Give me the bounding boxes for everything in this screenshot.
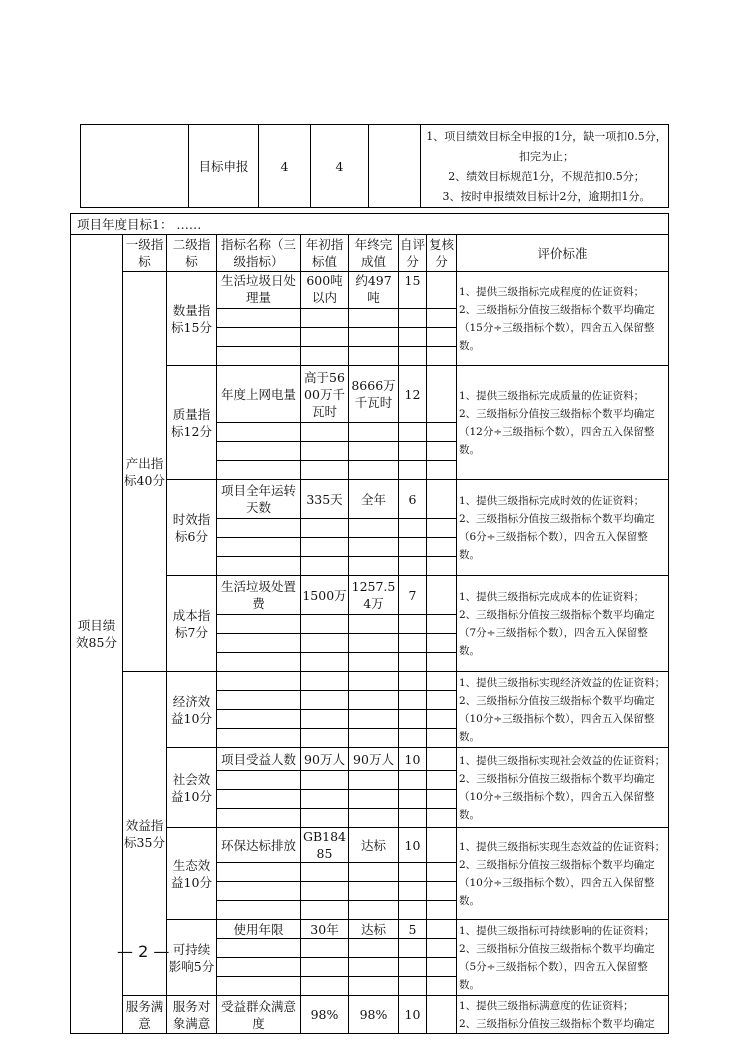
cost-blank-row (217, 615, 301, 634)
ecological-blank-row (217, 863, 301, 882)
economic-criteria: 1、提供三级指标实现经济效益的佐证资料； 2、三级指标分值按三级指标个数平均确定（10分÷三级指标个数），四舍五入保留整数。 (457, 672, 669, 748)
cost-name: 生活垃圾处置费 (217, 576, 301, 615)
quality-blank-row (217, 461, 301, 480)
social-criteria: 1、提供三级指标实现社会效益的佐证资料； 2、三级指标分值按三级指标个数平均确定（10分÷三级指标个数），四舍五入保留整数。 (457, 748, 669, 828)
header-initial: 年初指标值 (301, 235, 349, 272)
service-sub-label: 服务对象满意 (167, 996, 217, 1034)
quality-name: 年度上网电量 (217, 366, 301, 423)
timeliness-review (427, 480, 457, 519)
year-goal: 项目年度目标1： …… (71, 214, 669, 235)
top-indicator: 目标申报 (189, 125, 259, 208)
sustain-blank-row (217, 958, 301, 977)
quality-label: 质量指标12分 (167, 366, 217, 480)
quantity-initial: 600吨以内 (301, 272, 349, 309)
ecological-self: 10 (399, 828, 427, 863)
empty-cell (81, 125, 189, 208)
sustain-self: 5 (399, 920, 427, 939)
service-final: 98% (349, 996, 399, 1034)
quantity-blank-row (217, 347, 301, 366)
quality-blank-row (217, 423, 301, 442)
cost-initial: 1500万 (301, 576, 349, 615)
timeliness-blank-row (217, 538, 301, 557)
quality-final: 8666万千瓦时 (349, 366, 399, 423)
sustain-label: 可持续影响5分 (167, 920, 217, 996)
cost-self: 7 (399, 576, 427, 615)
benefit-label: 效益指标35分 (123, 672, 167, 996)
service-label: 服务满意 (123, 996, 167, 1034)
quality-initial: 高于5600万千瓦时 (301, 366, 349, 423)
indicator-table (70, 213, 669, 1034)
timeliness-initial: 335天 (301, 480, 349, 519)
social-initial: 90万人 (301, 748, 349, 771)
service-name: 受益群众满意度 (217, 996, 301, 1034)
social-final: 90万人 (349, 748, 399, 771)
top-criteria: 1、项目绩效目标全申报的1分，缺一项扣0.5分，扣完为止； 2、绩效目标规范1分，不规范扣0.5分； 3、按时申报绩效目标计2分，逾期扣1分。 (421, 125, 669, 208)
economic-review (427, 672, 457, 691)
header-level2: 二级指标 (167, 235, 217, 272)
service-review (427, 996, 457, 1034)
quality-review (427, 366, 457, 423)
header-self: 自评分 (399, 235, 427, 272)
group-top-label: 项目绩效85分 (71, 235, 123, 1034)
header-level1: 一级指标 (123, 235, 167, 272)
economic-name (217, 672, 301, 691)
economic-label: 经济效益10分 (167, 672, 217, 748)
social-name: 项目受益人数 (217, 748, 301, 771)
top-self-score: 4 (311, 125, 369, 208)
social-blank-row (217, 771, 301, 790)
top-score: 4 (259, 125, 311, 208)
timeliness-self: 6 (399, 480, 427, 519)
sustain-initial: 30年 (301, 920, 349, 939)
quantity-name: 生活垃圾日处理量 (217, 272, 301, 309)
sustain-review (427, 920, 457, 939)
header-name: 指标名称（三级指标） (217, 235, 301, 272)
cost-final: 1257.54万 (349, 576, 399, 615)
quantity-self: 15 (399, 272, 427, 309)
social-review (427, 748, 457, 771)
timeliness-blank-row (217, 557, 301, 576)
cost-criteria: 1、提供三级指标完成成本的佐证资料； 2、三级指标分值按三级指标个数平均确定（7分÷三级指标个数），四舍五入保留整数。 (457, 576, 669, 672)
quantity-final: 约497吨 (349, 272, 399, 309)
top-row-table (80, 124, 669, 208)
header-criteria: 评价标准 (457, 235, 669, 272)
timeliness-criteria: 1、提供三级指标完成时效的佐证资料； 2、三级指标分值按三级指标个数平均确定（6分÷三级指标个数），四舍五入保留整数。 (457, 480, 669, 576)
social-blank-row (217, 790, 301, 809)
cost-label: 成本指标7分 (167, 576, 217, 672)
social-blank-row (217, 809, 301, 828)
cost-review (427, 576, 457, 615)
service-initial: 98% (301, 996, 349, 1034)
header-final: 年终完成值 (349, 235, 399, 272)
timeliness-final: 全年 (349, 480, 399, 519)
ecological-final: 达标 (349, 828, 399, 863)
sustain-criteria: 1、提供三级指标可持续影响的佐证资料； 2、三级指标分值按三级指标个数平均确定（5分÷三级指标个数），四舍五入保留整数。 (457, 920, 669, 996)
quantity-criteria: 1、提供三级指标完成程度的佐证资料； 2、三级指标分值按三级指标个数平均确定（15分÷三级指标个数），四舍五入保留整数。 (457, 272, 669, 366)
economic-blank-row (217, 729, 301, 748)
quality-blank-row (217, 442, 301, 461)
quality-self: 12 (399, 366, 427, 423)
empty-cell (369, 125, 421, 208)
social-label: 社会效益10分 (167, 748, 217, 828)
timeliness-name: 项目全年运转天数 (217, 480, 301, 519)
economic-initial (301, 672, 349, 691)
quantity-blank-row (217, 328, 301, 347)
economic-blank-row (217, 691, 301, 710)
ecological-blank-row (217, 901, 301, 920)
ecological-name: 环保达标排放 (217, 828, 301, 863)
header-review: 复核分 (427, 235, 457, 272)
ecological-criteria: 1、提供三级指标实现生态效益的佐证资料； 2、三级指标分值按三级指标个数平均确定（10分÷三级指标个数），四舍五入保留整数。 (457, 828, 669, 920)
ecological-blank-row (217, 882, 301, 901)
quantity-blank-row (217, 309, 301, 328)
quality-criteria: 1、提供三级指标完成质量的佐证资料； 2、三级指标分值按三级指标个数平均确定（12分÷三级指标个数），四舍五入保留整数。 (457, 366, 669, 480)
sustain-name: 使用年限 (217, 920, 301, 939)
sustain-blank-row (217, 977, 301, 996)
quantity-review (427, 272, 457, 309)
economic-final (349, 672, 399, 691)
timeliness-blank-row (217, 519, 301, 538)
social-self: 10 (399, 748, 427, 771)
service-criteria: 1、提供三级指标满意度的佐证资料； 2、三级指标分值按三级指标个数平均确定 (457, 996, 669, 1034)
output-label: 产出指标40分 (123, 272, 167, 672)
sustain-final: 达标 (349, 920, 399, 939)
economic-blank-row (217, 710, 301, 729)
cost-blank-row (217, 653, 301, 672)
cost-blank-row (217, 634, 301, 653)
ecological-label: 生态效益10分 (167, 828, 217, 920)
ecological-initial: GB18485 (301, 828, 349, 863)
economic-self (399, 672, 427, 691)
quantity-label: 数量指标15分 (167, 272, 217, 366)
service-self: 10 (399, 996, 427, 1034)
page-number: — 2 — (117, 942, 170, 961)
timeliness-label: 时效指标6分 (167, 480, 217, 576)
ecological-review (427, 828, 457, 863)
sustain-blank-row (217, 939, 301, 958)
